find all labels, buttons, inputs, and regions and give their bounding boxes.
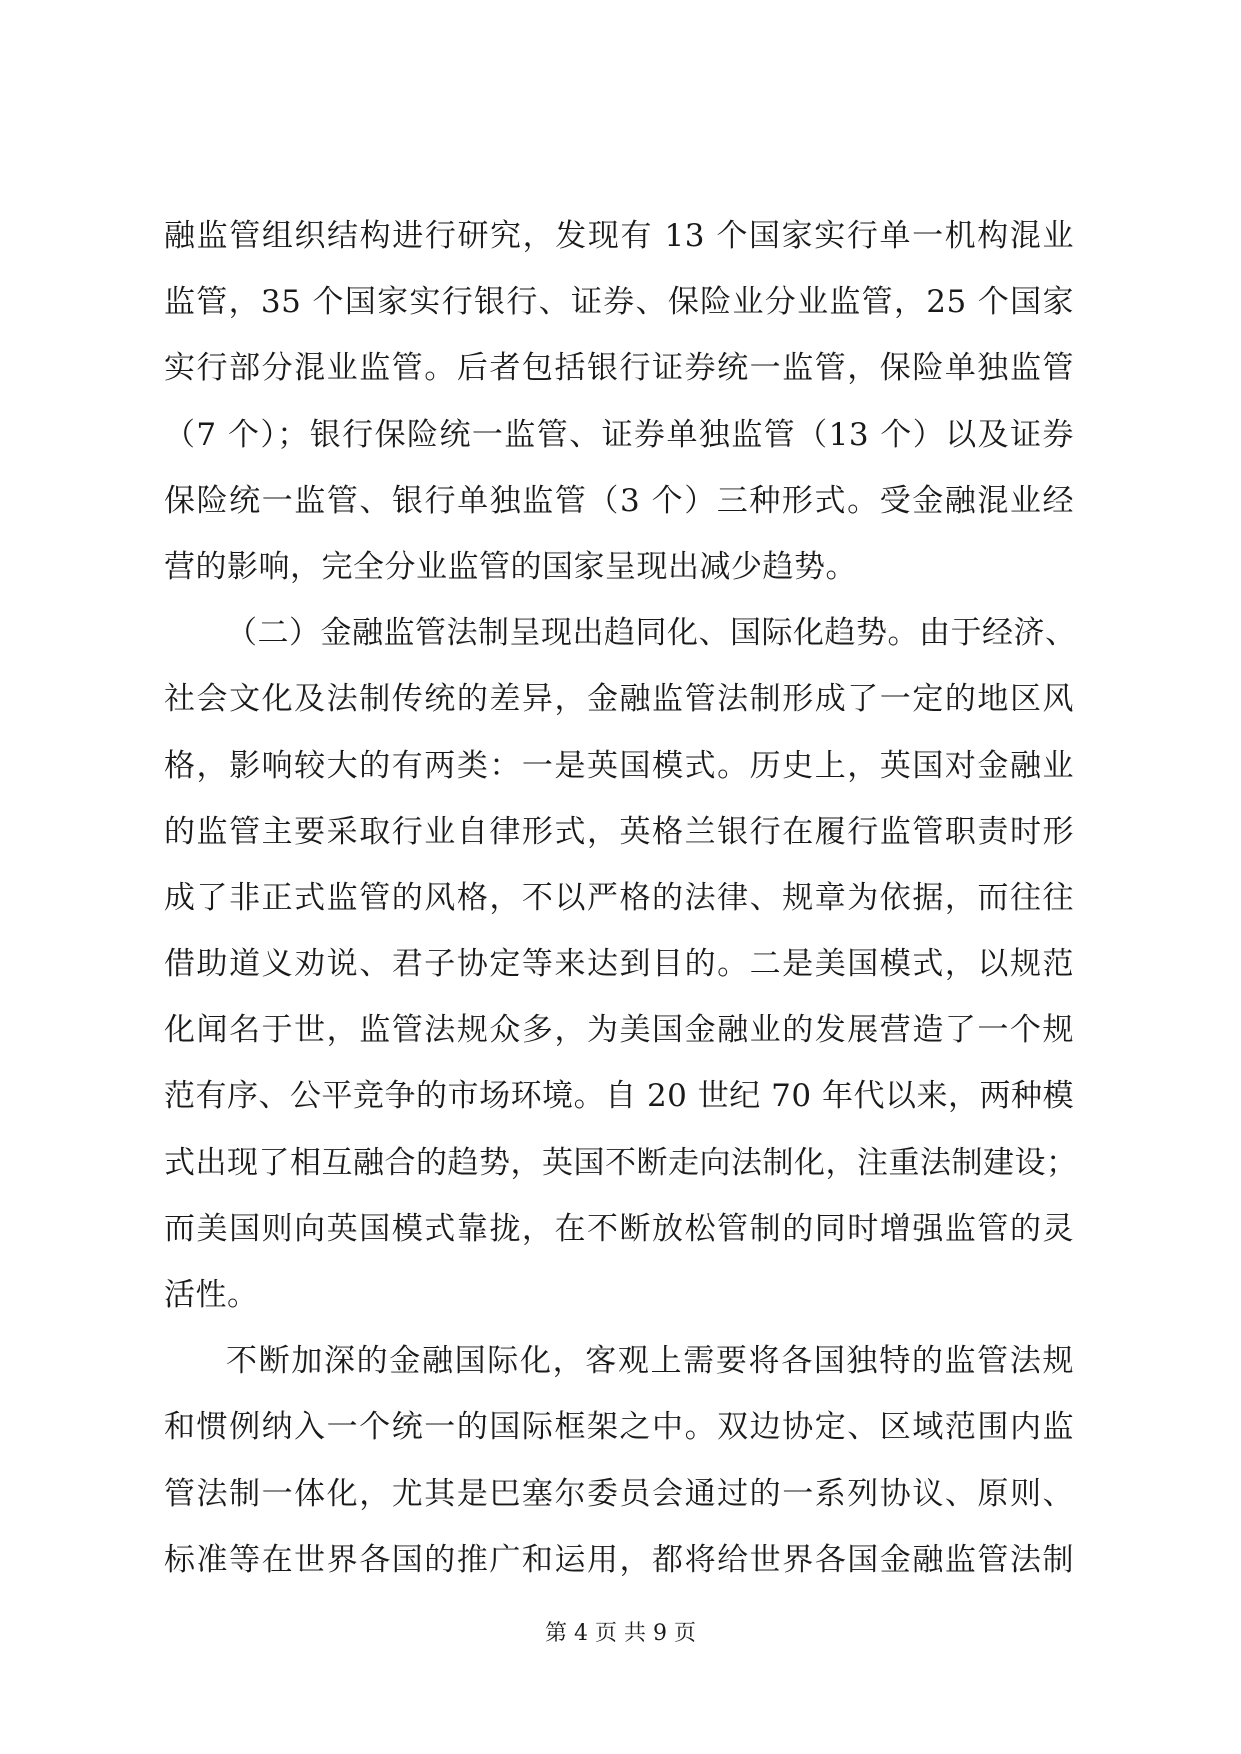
text-line: （7 个）；银行保险统一监管、证券单独监管（13 个）以及证券 bbox=[164, 416, 1074, 453]
page-number: 第 4 页 共 9 页 bbox=[545, 1621, 696, 1646]
text-line: （二）金融监管法制呈现出趋同化、国际化趋势。由于经济、 bbox=[226, 615, 1077, 652]
text-line: 的监管主要采取行业自律形式，英格兰银行在履行监管职责时形 bbox=[164, 813, 1074, 850]
text-line: 成了非正式监管的风格，不以严格的法律、规章为依据，而往往 bbox=[164, 879, 1074, 916]
text-line: 而美国则向英国模式靠拢，在不断放松管制的同时增强监管的灵 bbox=[164, 1210, 1074, 1247]
text-line: 营的影响，完全分业监管的国家呈现出减少趋势。 bbox=[164, 548, 857, 585]
document-body bbox=[164, 203, 1078, 1593]
text-line: 管法制一体化，尤其是巴塞尔委员会通过的一系列协议、原则、 bbox=[164, 1475, 1074, 1512]
text-line: 格，影响较大的有两类：一是英国模式。历史上，英国对金融业 bbox=[164, 747, 1074, 784]
paragraph-1 bbox=[164, 203, 1074, 600]
text-line: 借助道义劝说、君子协定等来达到目的。二是美国模式，以规范 bbox=[164, 946, 1074, 983]
text-line: 社会文化及法制传统的差异，金融监管法制形成了一定的地区风 bbox=[164, 681, 1074, 718]
text-line: 不断加深的金融国际化，客观上需要将各国独特的监管法规 bbox=[226, 1343, 1074, 1380]
text-line: 标准等在世界各国的推广和运用，都将给世界各国金融监管法制 bbox=[164, 1541, 1074, 1578]
paragraph-3 bbox=[164, 1328, 1074, 1593]
text-line: 保险统一监管、银行单独监管（3 个）三种形式。受金融混业经 bbox=[164, 482, 1074, 519]
text-line: 实行部分混业监管。后者包括银行证券统一监管，保险单独监管 bbox=[164, 350, 1074, 387]
text-line: 化闻名于世，监管法规众多，为美国金融业的发展营造了一个规 bbox=[164, 1012, 1074, 1049]
paragraph-2 bbox=[164, 600, 1078, 1328]
text-line: 式出现了相互融合的趋势，英国不断走向法制化，注重法制建设； bbox=[164, 1144, 1078, 1181]
text-line: 和惯例纳入一个统一的国际框架之中。双边协定、区域范围内监 bbox=[164, 1409, 1074, 1446]
text-line: 监管，35 个国家实行银行、证券、保险业分业监管，25 个国家 bbox=[164, 284, 1074, 321]
text-line: 范有序、公平竞争的市场环境。自 20 世纪 70 年代以来，两种模 bbox=[164, 1078, 1074, 1115]
text-line: 融监管组织结构进行研究，发现有 13 个国家实行单一机构混业 bbox=[164, 218, 1074, 254]
text-line: 活性。 bbox=[164, 1277, 259, 1313]
